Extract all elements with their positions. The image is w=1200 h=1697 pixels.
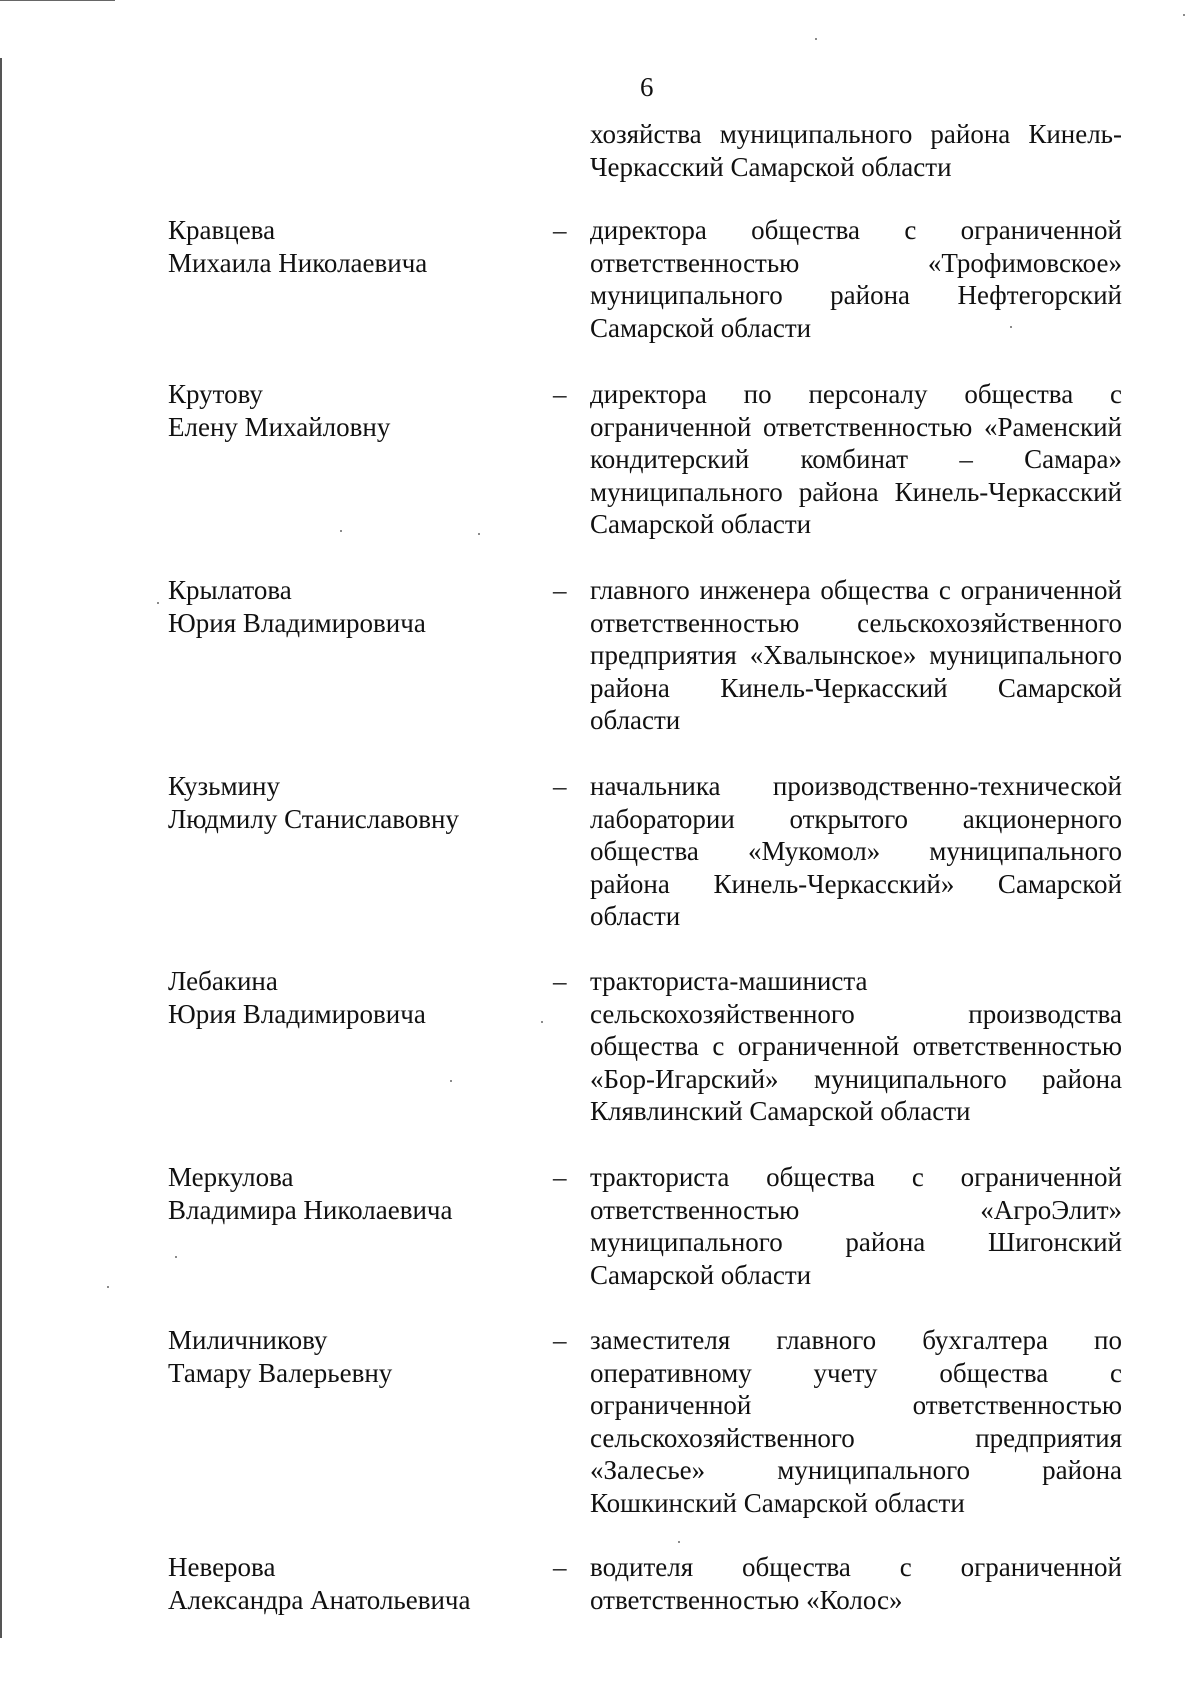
surname: Крылатова bbox=[168, 575, 292, 605]
scan-top-rule bbox=[0, 0, 115, 1]
given-names: Людмилу Станиславовну bbox=[168, 803, 459, 834]
scan-speck bbox=[541, 1021, 543, 1023]
dash-separator: – bbox=[553, 575, 567, 605]
position-description: заместителя главного бухгалтера по оперативному учету общества с ограниченной ответственностью сельскохозяйственного предприятия «Залесье» муниципального района Кошкинский Самарской области bbox=[590, 1325, 1122, 1518]
position-description: начальника производственно-технической лаборатории открытого акционерного общества «Мукомол» муниципального района Кинель-Черкасский» Самарской области bbox=[590, 771, 1122, 931]
given-names: Елену Михайловну bbox=[168, 411, 391, 442]
scan-left-edge bbox=[0, 58, 2, 1638]
page-number: 6 bbox=[640, 72, 654, 102]
position-description: главного инженера общества с ограниченной ответственностью сельскохозяйственного предприятия «Хвалынское» муниципального района Кинель-Черкасский Самарской области bbox=[590, 575, 1122, 735]
position-description: директора по персоналу общества с ограниченной ответственностью «Раменский кондитерский комбинат – Самара» муниципального района Кинель-Черкасский Самарской области bbox=[590, 379, 1122, 539]
scan-speck bbox=[107, 1286, 109, 1288]
person-name bbox=[168, 214, 528, 279]
scan-speck bbox=[175, 1256, 177, 1258]
person-name bbox=[168, 770, 528, 835]
given-names: Юрия Владимировича bbox=[168, 998, 426, 1029]
scan-speck bbox=[815, 38, 817, 40]
dash-separator: – bbox=[553, 1162, 567, 1192]
dash-separator: – bbox=[553, 1552, 567, 1582]
scan-speck bbox=[340, 530, 342, 532]
scan-speck bbox=[450, 1080, 452, 1082]
dash-separator: – bbox=[553, 215, 567, 245]
dash-separator: – bbox=[553, 379, 567, 409]
given-names: Юрия Владимировича bbox=[168, 607, 426, 638]
person-name bbox=[168, 1324, 528, 1389]
person-name bbox=[168, 378, 528, 443]
surname: Миличникову bbox=[168, 1325, 328, 1355]
continuation-text: хозяйства муниципального района Кинель-Черкасский Самарской области bbox=[590, 119, 1122, 182]
given-names: Тамару Валерьевну bbox=[168, 1357, 393, 1388]
scan-speck bbox=[678, 1541, 680, 1543]
scan-speck bbox=[1183, 14, 1185, 16]
person-name bbox=[168, 1161, 528, 1226]
scan-speck bbox=[478, 533, 480, 535]
given-names: Владимира Николаевича bbox=[168, 1194, 453, 1225]
position-description: водителя общества с ограниченной ответственностью «Колос» bbox=[590, 1552, 1122, 1615]
surname: Крутову bbox=[168, 379, 263, 409]
dash-separator: – bbox=[553, 771, 567, 801]
scan-speck bbox=[1010, 326, 1012, 328]
person-name bbox=[168, 965, 528, 1030]
surname: Лебакина bbox=[168, 966, 278, 996]
scan-speck bbox=[157, 602, 159, 604]
given-names: Михаила Николаевича bbox=[168, 247, 428, 278]
person-name bbox=[168, 574, 528, 639]
person-name bbox=[168, 1551, 528, 1616]
dash-separator: – bbox=[553, 966, 567, 996]
surname: Меркулова bbox=[168, 1162, 294, 1192]
surname: Неверова bbox=[168, 1552, 276, 1582]
position-description: тракториста-машиниста сельскохозяйственного производства общества с ограниченной ответственностью «Бор-Игарский» муниципального района Клявлинский Самарской области bbox=[590, 966, 1122, 1126]
surname: Кравцева bbox=[168, 215, 276, 245]
surname: Кузьмину bbox=[168, 771, 280, 801]
position-description: тракториста общества с ограниченной ответственностью «АгроЭлит» муниципального района Шигонский Самарской области bbox=[590, 1162, 1122, 1290]
position-description: директора общества с ограниченной ответственностью «Трофимовское» муниципального района Нефтегорский Самарской области bbox=[590, 215, 1122, 343]
dash-separator: – bbox=[553, 1325, 567, 1355]
given-names: Александра Анатольевича bbox=[168, 1584, 471, 1615]
